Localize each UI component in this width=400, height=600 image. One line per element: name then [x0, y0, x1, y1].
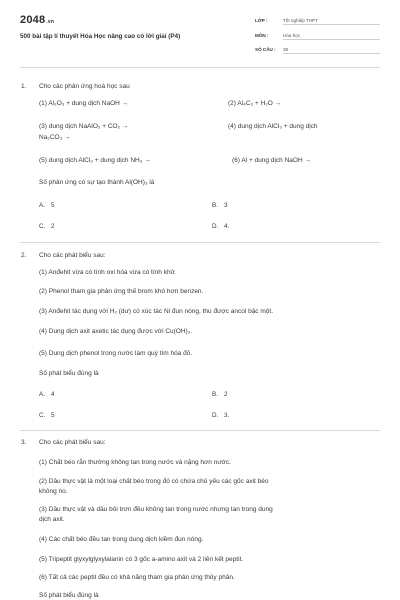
- option-text: 5: [51, 412, 55, 419]
- option-c[interactable]: [39, 223, 55, 230]
- statement-item: (2) Dầu thực vật là một loại chất béo trong đó có chứa chủ yếu các gốc axit béo: [39, 478, 269, 485]
- option-text: 5: [51, 202, 55, 209]
- statement-item: (3) Anđehit tác dụng với H₂ (dư) có xúc tác Ni đun nóng, thu được ancol bậc một.: [39, 308, 274, 315]
- question-prompt: Số phát biểu đúng là: [39, 370, 99, 377]
- meta-label: LỚP :: [255, 18, 268, 23]
- meta-label: MÔN :: [255, 33, 269, 38]
- option-letter: C.: [39, 223, 46, 230]
- option-letter: C.: [39, 412, 46, 419]
- reaction-item: (6) Al + dung dịch NaOH →: [232, 157, 311, 164]
- header-divider: [20, 67, 380, 68]
- statement-item: (3) Dầu thực vật và dầu bôi trơn đều không tan trong nước nhưng tan trong dung: [39, 506, 273, 513]
- option-text: 4.: [224, 223, 230, 230]
- reaction-item: (1) Al₂O₃ + dung dịch NaOH →: [39, 100, 129, 107]
- statement-item: (4) Các chất béo đều tan trong dung dịch kiềm đun nóng.: [39, 536, 204, 543]
- question-number: 3.: [21, 439, 27, 446]
- question-divider: [20, 430, 380, 431]
- statement-item: (1) Chất béo rắn thường không tan trong nước và nặng hơn nước.: [39, 459, 231, 466]
- question-prompt: Số phát biểu đúng là: [39, 592, 99, 599]
- option-letter: B.: [212, 391, 218, 398]
- reaction-item-cont: Na₂CO₃ →: [39, 134, 71, 141]
- reaction-item: (3) dung dịch NaAlO₂ + CO₂ →: [39, 123, 129, 130]
- option-letter: A.: [39, 391, 45, 398]
- statement-item: (2) Phenol tham gia phản ứng thế brom khó hơn benzen.: [39, 288, 204, 295]
- statement-item: (5) Dung dịch phenol trong nước làm quỳ tím hóa đỏ.: [39, 350, 193, 357]
- statement-item: (1) Anđehit vừa có tính oxi hóa vừa có tính khử.: [39, 269, 177, 276]
- option-letter: D.: [212, 412, 219, 419]
- reaction-item: (4) dung dịch AlCl₃ + dung dịch: [228, 123, 318, 130]
- reaction-item: (5) dung dịch AlCl₃ + dung dịch NH₃ →: [39, 157, 151, 164]
- statement-item-cont: không no.: [39, 488, 68, 495]
- question-stem: Cho các phát biểu sau:: [39, 439, 106, 446]
- option-text: 2: [224, 391, 228, 398]
- question-divider: [20, 242, 380, 243]
- option-letter: A.: [39, 202, 45, 209]
- question-prompt: Số phản ứng có sự tạo thành Al(OH)₃ là: [39, 179, 155, 186]
- option-text: 4: [51, 391, 55, 398]
- option-text: 3.: [224, 412, 230, 419]
- meta-value: 38: [283, 47, 380, 54]
- question-number: 1.: [21, 83, 27, 90]
- option-b[interactable]: [212, 202, 228, 209]
- statement-item: (4) Dung dịch axit axetic tác dụng được với Cu(OH)₂.: [39, 328, 193, 335]
- option-letter: B.: [212, 202, 218, 209]
- option-letter: D.: [212, 223, 219, 230]
- logo-suffix: .vn: [46, 19, 55, 25]
- site-logo[interactable]: [20, 14, 54, 26]
- option-b[interactable]: [212, 391, 228, 398]
- statement-item-cont: dịch axit.: [39, 516, 65, 523]
- option-text: 2: [51, 223, 55, 230]
- logo-text: 2048: [20, 14, 46, 26]
- option-a[interactable]: [39, 391, 55, 398]
- reaction-item: (2) Al₄C₃ + H₂O →: [228, 100, 282, 107]
- document-title: 500 bài tập lí thuyết Hóa Học nâng cao có lời giải (P4): [20, 33, 181, 40]
- question-stem: Cho các phát biểu sau:: [39, 252, 106, 259]
- option-text: 3: [224, 202, 228, 209]
- question-number: 2.: [21, 252, 27, 259]
- statement-item: (6) Tất cả các peptit đều có khả năng tham gia phản ứng thủy phân.: [39, 574, 235, 581]
- meta-value: Tốt nghiệp THPT: [283, 18, 380, 25]
- option-a[interactable]: [39, 202, 55, 209]
- meta-value: Hóa học: [283, 33, 380, 40]
- meta-label: SỐ CÂU :: [255, 47, 276, 52]
- option-d[interactable]: [212, 223, 229, 230]
- option-d[interactable]: [212, 412, 229, 419]
- statement-item: (5) Tripeptit glyxylglyxylalanin có 3 gốc a-amino axit và 2 liên kết peptit.: [39, 556, 244, 563]
- option-c[interactable]: [39, 412, 55, 419]
- question-stem: Cho các phản ứng hoá học sau: [39, 83, 130, 90]
